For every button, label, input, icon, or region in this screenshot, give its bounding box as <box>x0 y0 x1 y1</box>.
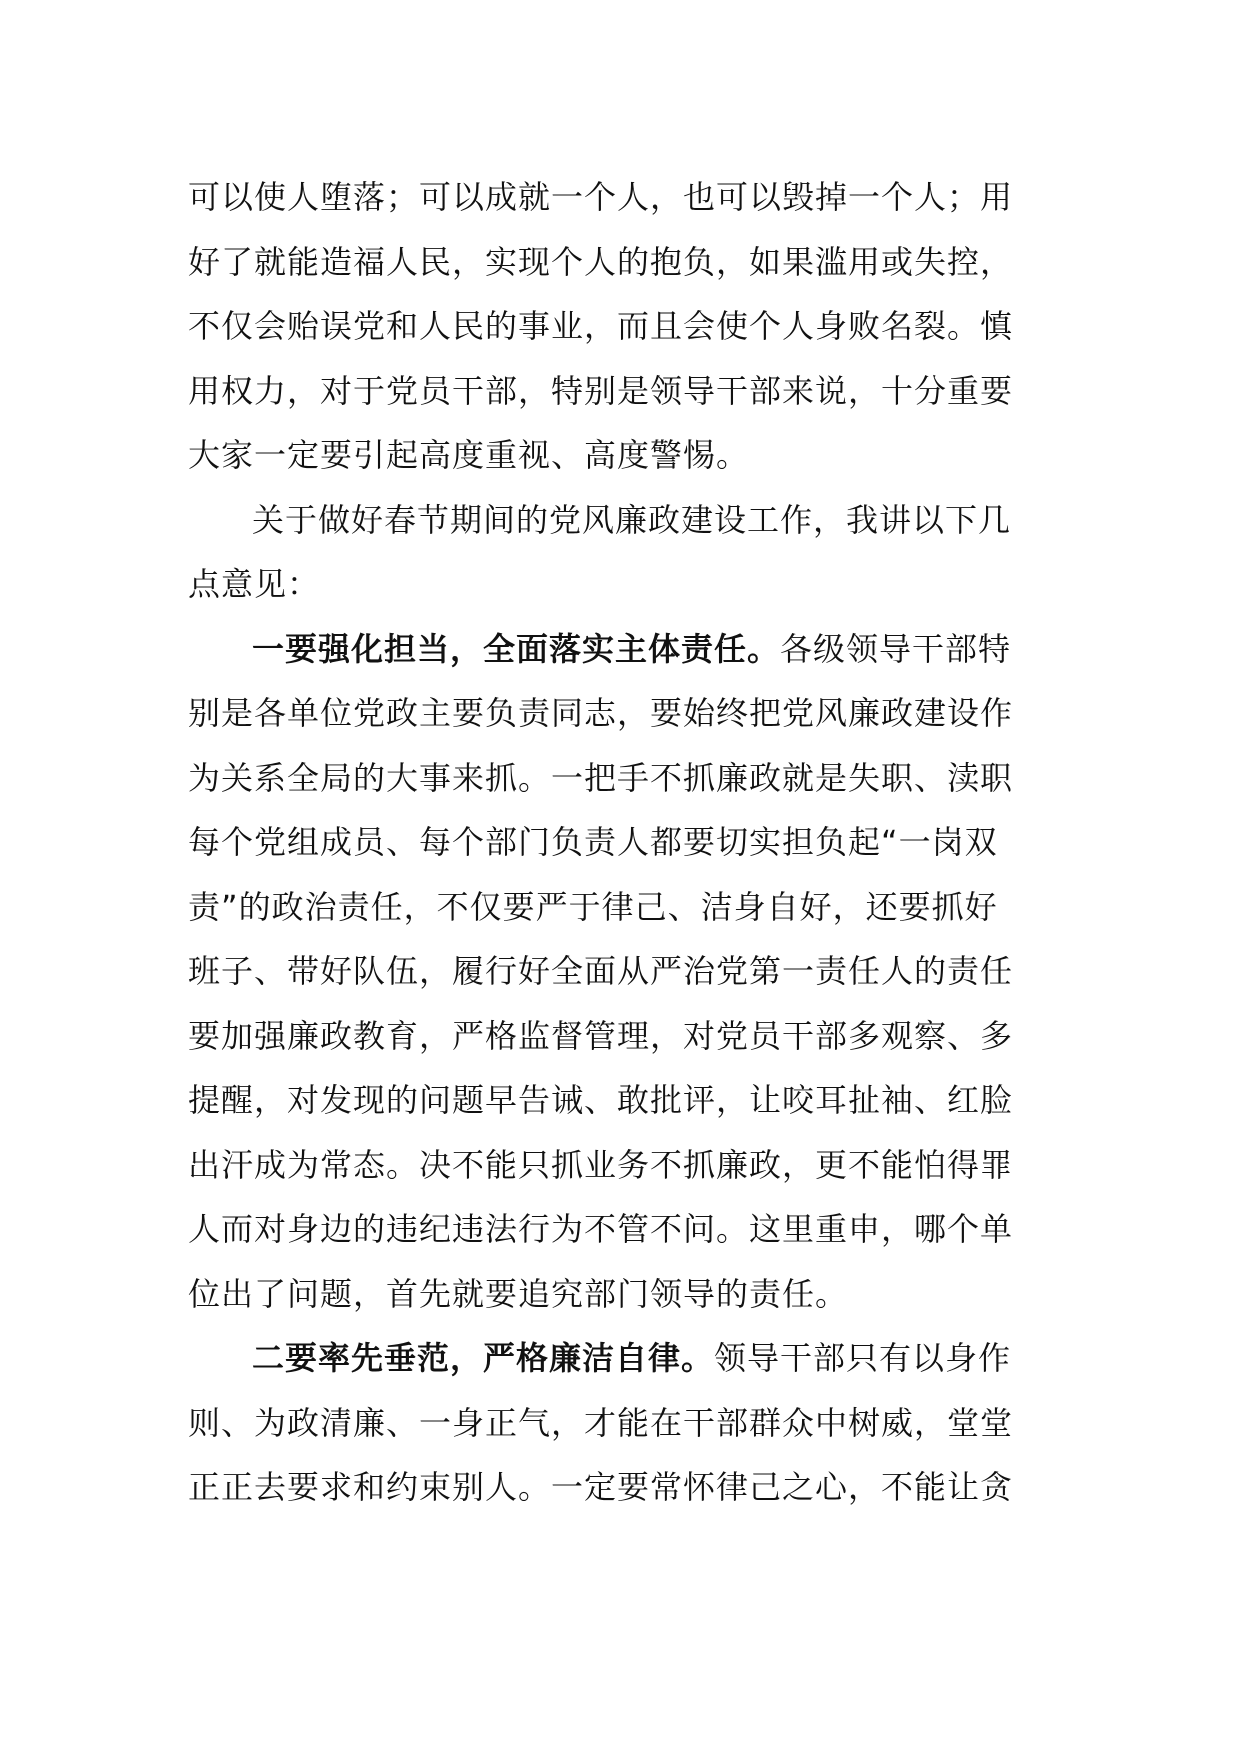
paragraph-power-caution <box>188 165 1060 488</box>
text-line: 责”的政治责任，不仅要严于律己、洁身自好，还要抓好 <box>188 887 998 926</box>
text-line <box>188 1326 1060 1391</box>
paragraph-point-one <box>188 617 1060 1327</box>
paragraph-point-two <box>188 1326 1060 1520</box>
text-line: 关于做好春节期间的党风廉政建设工作，我讲以下几 <box>252 500 1012 539</box>
text-line: 点意见： <box>188 565 321 603</box>
text-line: 正正去要求和约束别人。一定要常怀律己之心，不能让贪 <box>188 1468 1014 1506</box>
point-text: 领导干部只有以身作 <box>714 1339 1012 1377</box>
text-line: 人而对身边的违纪违法行为不管不问。这里重申，哪个单 <box>188 1210 1014 1248</box>
text-line: 位出了问题，首先就要追究部门领导的责任。 <box>188 1274 849 1313</box>
text-line <box>188 617 1060 682</box>
text-line: 为关系全局的大事来抓。一把手不抓廉政就是失职、渎职 <box>188 758 1014 797</box>
point-heading: 二要率先垂范，严格廉洁自律。 <box>252 1339 715 1377</box>
point-heading: 一要强化担当，全面落实主体责任。 <box>252 629 781 668</box>
text-line: 班子、带好队伍，履行好全面从严治党第一责任人的责任 <box>188 952 1014 990</box>
text-line: 不仅会贻误党和人民的事业，而且会使个人身败名裂。慎 <box>188 307 1014 345</box>
text-line: 大家一定要引起高度重视、高度警惕。 <box>188 436 750 474</box>
text-line: 用权力，对于党员干部，特别是领导干部来说，十分重要 <box>188 371 1014 410</box>
text-line: 可以使人堕落；可以成就一个人，也可以毁掉一个人；用 <box>188 178 1014 216</box>
text-line: 提醒，对发现的问题早告诫、敢批评，让咬耳扯袖、红脸 <box>188 1081 1014 1119</box>
text-line: 则、为政清廉、一身正气，才能在干部群众中树威，堂堂 <box>188 1403 1014 1442</box>
text-line: 好了就能造福人民，实现个人的抱负，如果滥用或失控， <box>188 242 1014 281</box>
paragraph-intro-opinions <box>188 488 1060 617</box>
point-text: 各级领导干部特 <box>780 629 1012 668</box>
text-line: 出汗成为常态。决不能只抓业务不抓廉政，更不能怕得罪 <box>188 1145 1014 1184</box>
document-body <box>188 165 1060 1520</box>
text-line: 要加强廉政教育，严格监督管理，对党员干部多观察、多 <box>188 1016 1014 1055</box>
text-line: 别是各单位党政主要负责同志，要始终把党风廉政建设作 <box>188 694 1014 732</box>
text-line: 每个党组成员、每个部门负责人都要切实担负起“一岗双 <box>188 823 998 861</box>
